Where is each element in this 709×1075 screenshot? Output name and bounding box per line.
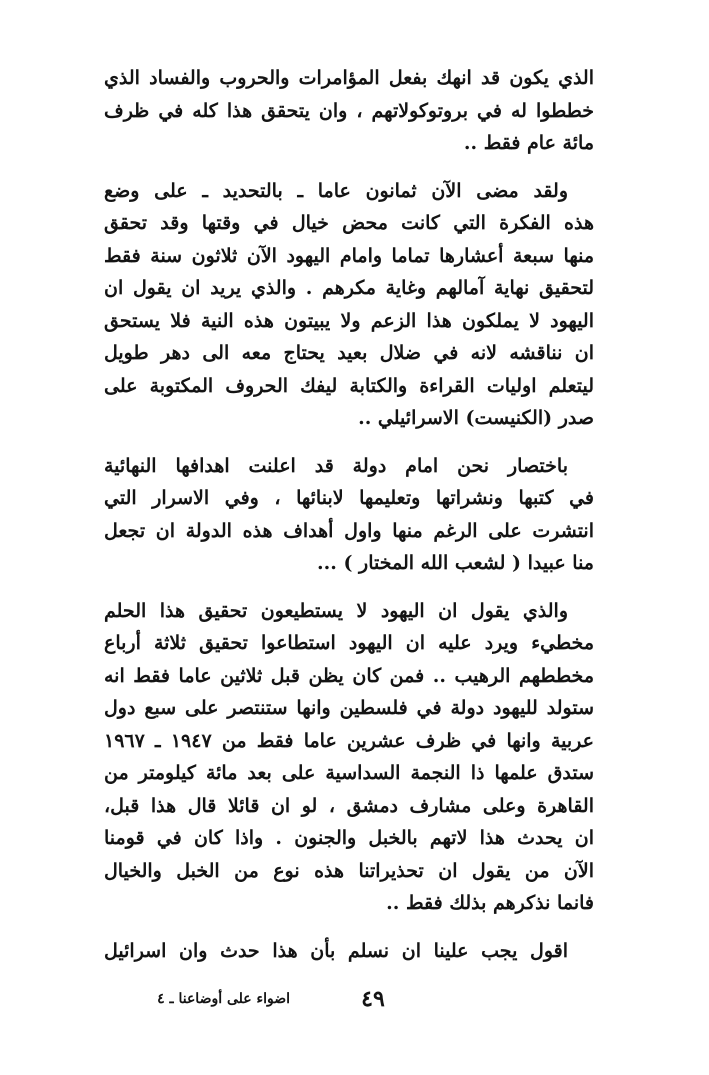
text-line: منها سبعة أعشارها تماما وامام اليهود الآن ثلاثون سنة فقط (104, 244, 594, 267)
text-line: في كتبها ونشراتها وتعليمها لابنائها ، وفي الاسرار التي (104, 487, 594, 509)
paragraph-1 (104, 62, 594, 160)
text-line: الذي يكون قد انهك بفعل المؤامرات والحروب والفساد الذي (104, 67, 594, 89)
text-line: انتشرت على الرغم منها واول أهداف هذه الدولة ان تجعل (104, 519, 594, 542)
text-line: ليتعلم اوليات القراءة والكتابة ليفك الحروف المكتوبة على (104, 374, 594, 397)
text-line: مائة عام فقط .. (463, 132, 594, 154)
text-line: ستولد لليهود دولة في فلسطين وانها ستنتصر على سبع دول (104, 697, 594, 719)
paragraph-2 (104, 175, 594, 435)
text-line: ولقد مضى الآن ثمانون عاما ـ بالتحديد ـ على وضع (104, 179, 568, 202)
text-line: اقول يجب علينا ان نسلم بأن هذا حدث وان اسرائيل (104, 939, 568, 962)
text-line: اليهود لا يملكون هذا الزعم ولا يبيتون هذه النية فلا يستحق (104, 309, 594, 332)
text-line: هذه الفكرة التي كانت محض خيال في وقتها وقد تحقق (104, 212, 594, 234)
text-line: والذي يقول ان اليهود لا يستطيعون تحقيق هذا الحلم (104, 599, 568, 622)
paragraph-5 (104, 935, 594, 968)
text-line: مخططهم الرهيب .. فمن كان يظن قبل ثلاثين عاما فقط انه (104, 664, 594, 687)
text-line: عربية وانها في ظرف عشرين عاما فقط من ١٩٤٧ ـ ١٩٦٧ (104, 729, 594, 752)
text-line: لتحقيق نهاية آمالهم وغاية مكرهم . والذي يريد ان يقول ان (104, 277, 594, 299)
text-line: ان يحدث هذا لاتهم بالخبل والجنون . واذا كان في قومنا (104, 827, 594, 849)
text-line: ان نناقشه لانه في ضلال بعيد يحتاج معه الى دهر طويل (104, 342, 594, 364)
body-text (104, 62, 594, 967)
text-line: ستدق علمها ذا النجمة السداسية على بعد مائة كيلومتر من (104, 762, 594, 784)
text-line: فانما نذكرهم بذلك فقط .. (386, 892, 594, 914)
text-line: باختصار نحن امام دولة قد اعلنت اهدافها النهائية (104, 454, 568, 477)
paragraph-4 (104, 595, 594, 920)
paragraph-3 (104, 450, 594, 580)
text-line: الآن من يقول ان تحذيراتنا هذه نوع من الخبل والخيال (104, 859, 594, 882)
text-line: منا عبيدا ( لشعب الله المختار ) ... (316, 552, 594, 574)
text-line: صدر (الكنيست) الاسرائيلي .. (358, 407, 594, 429)
page-number: ٤٩ (361, 986, 385, 1012)
text-line: مخطيء ويرد عليه ان اليهود استطاعوا تحقيق ثلاثة أرباع (104, 632, 594, 654)
text-line: القاهرة وعلى مشارف دمشق ، لو ان قائلا قال هذا قبل، (104, 794, 594, 817)
running-head: اضواء على أوضاعنا ـ ٤ (157, 991, 290, 1007)
text-line: خططوا له في بروتوكولاتهم ، وان يتحقق هذا كله في ظرف (104, 99, 594, 122)
